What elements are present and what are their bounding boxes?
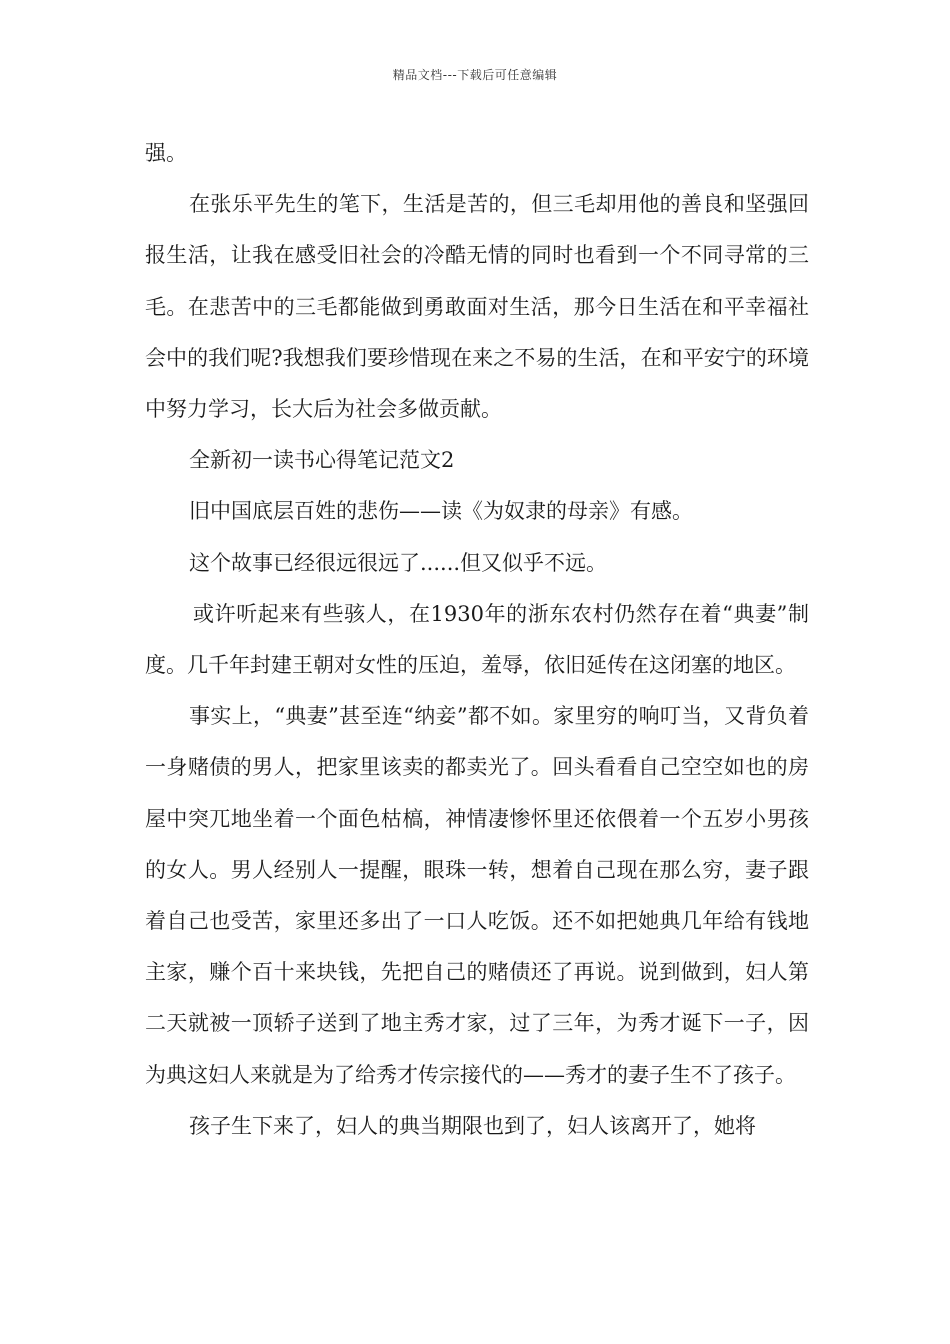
paragraph-continuation: 强。	[145, 141, 187, 165]
paragraph-intro: 这个故事已经很远很远了......但又似乎不远。	[189, 550, 608, 575]
section-title: 全新初一读书心得笔记范文2	[189, 448, 455, 473]
document-body	[145, 128, 809, 1152]
page-header: 精品文档---下载后可任意编辑	[392, 68, 558, 82]
paragraph-story: 事实上，“典妻”甚至连“纳妾”都不如。家里穷的响叮当，又背负着一身赌债的男人，把家里该卖的都卖光了。回头看看自己空空如也的房屋中突兀地坐着一个面色枯槁，神情凄惨怀里还依偎着一个五岁小男孩的女人。男人经别人一提醒，眼珠一转，想着自己现在那么穷，妻子跟着自己也受苦，家里还多出了一口人吃饭。还不如把她典几年给有钱地主家，赚个百十来块钱，先把自己的赌债还了再说。说到做到，妇人第二天就被一顶轿子送到了地主秀才家，过了三年，为秀才诞下一子，因为典这妇人来就是为了给秀才传宗接代的——秀才的妻子生不了孩子。	[145, 704, 809, 1087]
paragraph-sanmao-reflection: 在张乐平先生的笔下，生活是苦的，但三毛却用他的善良和坚强回报生活，让我在感受旧社会的冷酷无情的同时也看到一个不同寻常的三毛。在悲苦中的三毛都能做到勇敢面对生活，那今日生活在和平幸福社会中的我们呢?我想我们要珍惜现在来之不易的生活，在和平安宁的环境中努力学习，长大后为社会多做贡献。	[145, 192, 809, 422]
paragraph-ending: 孩子生下来了，妇人的典当期限也到了，妇人该离开了，她将	[189, 1113, 756, 1138]
paragraph-dianqi-custom: 或许听起来有些骇人，在1930年的浙东农村仍然存在着“典妻”制度。几千年封建王朝对女性的压迫，羞辱，依旧延传在这闭塞的地区。	[145, 601, 809, 678]
essay-subtitle: 旧中国底层百姓的悲伤——读《为奴隶的母亲》有感。	[189, 499, 693, 524]
